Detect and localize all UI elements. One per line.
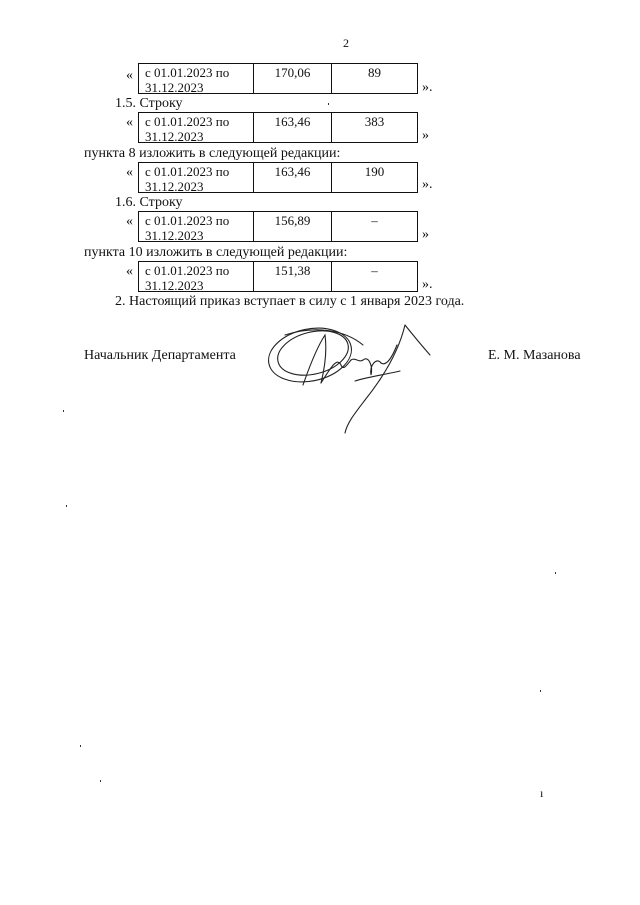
value-cell: 156,89 [254,212,332,241]
count-cell: 190 [364,164,385,179]
period-end: 31.12.2023 [145,129,204,144]
scan-speck [66,505,67,507]
value-cell: 163,46 [254,113,332,142]
period-cell [139,64,254,93]
scan-speck [63,410,64,412]
period-start: с 01.01.2023 по [145,164,230,179]
period-cell [139,163,254,192]
scan-speck [328,103,329,105]
quote-open: « [126,214,133,229]
signatory-name: Е. М. Мазанова [488,348,581,363]
period-cell [139,262,254,291]
scan-speck [100,780,101,782]
page-number: 2 [343,36,349,50]
rate-table-row [138,63,418,94]
quote-close: » [422,128,429,143]
item-1-5: 1.5. Строку [115,96,183,111]
rate-table-row [138,112,418,143]
handwritten-signature [255,305,440,435]
period-end: 31.12.2023 [145,228,204,243]
quote-open: « [126,115,133,130]
scan-speck [80,745,81,747]
quote-open: « [126,68,133,83]
item-2-text: 2. Настоящий приказ вступает в силу с 1 января 2023 года. [115,294,465,309]
quote-open: « [126,264,133,279]
rate-table-row [138,261,418,292]
signatory-position: Начальник Департамента [84,348,236,363]
quote-close: ». [422,277,433,292]
value-cell: 151,38 [254,262,332,291]
quote-open: « [126,165,133,180]
period-start: с 01.01.2023 по [145,263,230,278]
quote-close: ». [422,177,433,192]
period-cell [139,212,254,241]
period-end: 31.12.2023 [145,179,204,194]
period-end: 31.12.2023 [145,278,204,293]
period-start: с 01.01.2023 по [145,213,230,228]
rate-table-row [138,162,418,193]
scan-speck [555,572,556,574]
count-cell: 89 [368,65,381,80]
scan-speck [540,690,541,692]
point-8-text: пункта 8 изложить в следующей редакции: [84,146,341,161]
quote-close: ». [422,80,433,95]
period-end: 31.12.2023 [145,80,204,95]
period-start: с 01.01.2023 по [145,114,230,129]
period-start: с 01.01.2023 по [145,65,230,80]
period-cell [139,113,254,142]
rate-table-row [138,211,418,242]
count-cell: 383 [364,114,385,129]
count-cell: – [371,263,378,278]
value-cell: 170,06 [254,64,332,93]
margin-mark: ı [540,786,544,800]
quote-close: » [422,227,429,242]
value-cell: 163,46 [254,163,332,192]
item-1-6: 1.6. Строку [115,195,183,210]
point-10-text: пункта 10 изложить в следующей редакции: [84,245,348,260]
count-cell: – [371,213,378,228]
